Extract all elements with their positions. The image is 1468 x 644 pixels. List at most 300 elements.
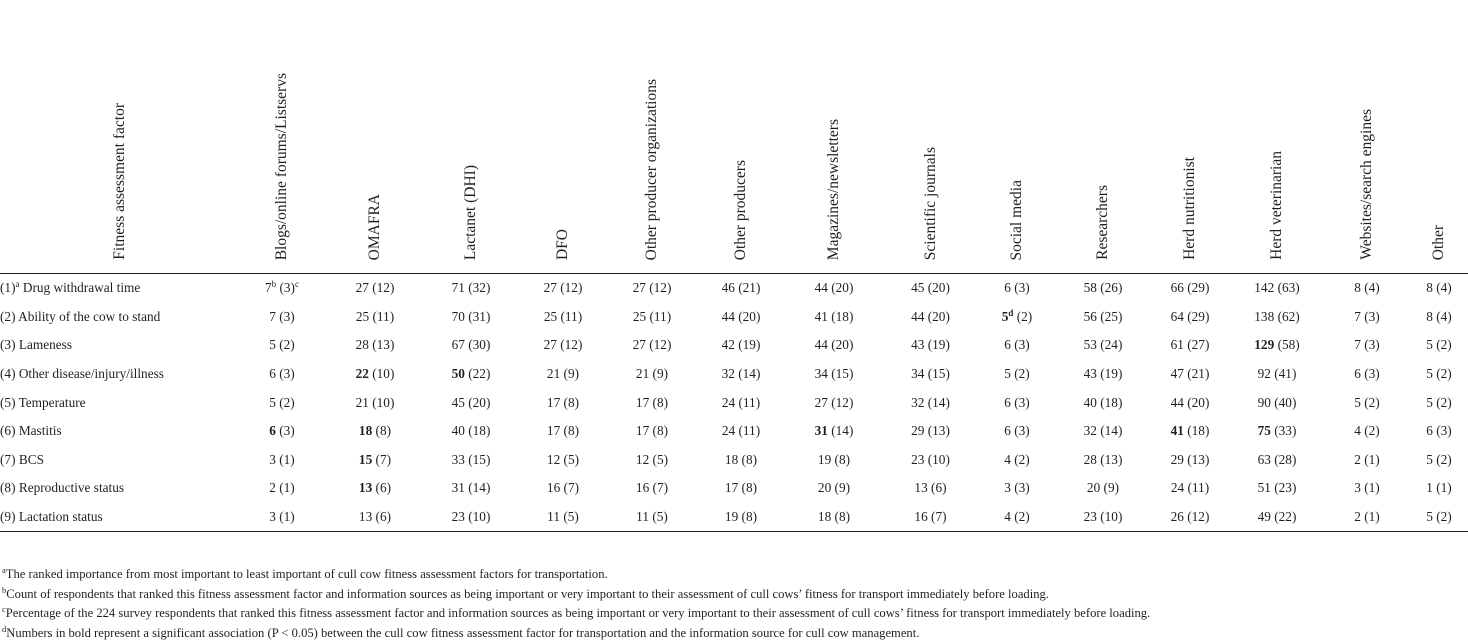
header-row [0, 0, 1468, 274]
cell-percent: (8) [563, 423, 580, 439]
cell-count: 2 [1354, 509, 1361, 525]
cell-count: 5 [1354, 394, 1361, 410]
cell-count: 49 [1257, 509, 1271, 525]
cell-count: 16 [914, 509, 928, 525]
cell-count: 26 [1170, 509, 1184, 525]
cell-count: 8 [1426, 308, 1433, 324]
cell-percent: (12) [831, 394, 854, 410]
cell-percent: (8) [741, 451, 758, 467]
footnote-text: Percentage of the 224 survey respondents that ranked this fitness assessment factor and information sources as being important or very important to their assessment of cull cows’ fitness for transport immediately before loading. [5, 606, 1151, 621]
cell-count: 142 [1254, 280, 1275, 296]
table-cell [697, 388, 785, 417]
factor-label: (7) BCS [0, 451, 44, 467]
cell-percent: (2) [1436, 366, 1452, 382]
column-header-cell [978, 0, 1056, 274]
cell-percent: (15) [831, 366, 854, 382]
cell-percent: (22) [1274, 509, 1297, 525]
footnote-text: Count of respondents that ranked this fitness assessment factor and information sources as being important or very important to their assessment of cull cows’ fitness for transport immediately before loading. [6, 586, 1049, 601]
cell-percent: (11) [560, 308, 583, 324]
table-cell [423, 474, 519, 503]
cell-count: 7 [1354, 308, 1361, 324]
table-row [0, 474, 1468, 503]
cell-count: 4 [1004, 509, 1011, 525]
table-cell [327, 503, 423, 532]
table-cell [237, 388, 327, 417]
cell-count: 27 [814, 394, 828, 410]
factor-label: $(1)^a$ Drug withdrawal time [0, 279, 141, 296]
table-cell [1410, 474, 1468, 503]
cell-count: 63 [1257, 451, 1271, 467]
cell-percent: (19) [738, 337, 761, 353]
table-row [0, 388, 1468, 417]
cell-count: 18 [358, 423, 373, 439]
table-cell [785, 474, 883, 503]
cell-count: 15 [358, 451, 373, 467]
cell-percent: (12) [1187, 509, 1210, 525]
table-cell [785, 360, 883, 389]
table-cell [607, 388, 697, 417]
cell-count: 28 [355, 337, 369, 353]
cell-count: 5 [1426, 509, 1433, 525]
cell-percent: (3) [1014, 423, 1030, 439]
cell-count: 67 [451, 337, 465, 353]
table-cell [1324, 417, 1410, 446]
cell-count: 19 [724, 509, 739, 525]
cell-percent: (11) [649, 308, 672, 324]
cell-percent: (3) [1014, 280, 1030, 296]
cell-count: 2 [1354, 451, 1361, 467]
cell-count: 12 [546, 451, 561, 467]
column-header: Other [1430, 224, 1447, 260]
cell-count: 12 [635, 451, 650, 467]
cell-count: 27 [543, 337, 557, 353]
table-cell [519, 417, 607, 446]
cell-count: 24 [1170, 480, 1185, 496]
table-cell [978, 417, 1056, 446]
cell-percent: (2) [1436, 337, 1452, 353]
cell-percent: (3) [279, 423, 295, 439]
cell-percent: (31) [468, 308, 491, 324]
table-cell [978, 388, 1056, 417]
table-cell [327, 274, 423, 303]
cell-percent: (29) [1187, 308, 1210, 324]
table-cell [607, 474, 697, 503]
cell-percent: (2) [1364, 423, 1380, 439]
column-header-cell [607, 0, 697, 274]
column-header: Researchers [1094, 185, 1111, 260]
factor-label: (5) Temperature [0, 394, 86, 410]
table-row [0, 303, 1468, 332]
cell-percent: (6) [931, 480, 947, 496]
table-cell [1056, 331, 1150, 360]
cell-percent: (13) [927, 423, 950, 439]
footnote [0, 565, 1468, 585]
cell-count: 61 [1170, 337, 1184, 353]
cell-count: 24 [721, 423, 736, 439]
cell-percent: (1) [1364, 451, 1380, 467]
table-cell [978, 503, 1056, 532]
cell-count: 27 [355, 280, 369, 296]
table-cell [1230, 474, 1324, 503]
cell-percent: (25) [1100, 308, 1123, 324]
cell-count: 44 [1170, 394, 1184, 410]
cell-count: 31 [814, 423, 828, 439]
cell-count: 25 [543, 308, 558, 324]
table-cell [423, 360, 519, 389]
cell-count: 16 [546, 480, 561, 496]
cell-percent: (29) [1187, 280, 1210, 296]
cell-percent: (4) [1436, 280, 1452, 296]
table-cell [978, 360, 1056, 389]
cell-count: 17 [635, 394, 650, 410]
cell-count: 7$^b$ [265, 279, 277, 296]
cell-count: 3 [1004, 480, 1011, 496]
cell-percent: (12) [560, 280, 583, 296]
cell-count: 17 [635, 423, 650, 439]
cell-percent: (18) [1187, 423, 1210, 439]
cell-count: 6 [269, 366, 276, 382]
table-cell [978, 474, 1056, 503]
column-header-cell [423, 0, 519, 274]
table-cell [1056, 274, 1150, 303]
cell-count: 23 [1083, 509, 1097, 525]
table-cell [978, 446, 1056, 475]
table-cell [423, 303, 519, 332]
table-cell [327, 417, 423, 446]
table-cell [785, 503, 883, 532]
cell-count: 20 [817, 480, 832, 496]
cell-count: 70 [451, 308, 465, 324]
cell-percent: (20) [1187, 394, 1210, 410]
cell-percent: (1) [279, 509, 295, 525]
cell-percent: (20) [831, 280, 854, 296]
column-header: Social media [1008, 179, 1025, 260]
table-cell [237, 360, 327, 389]
cell-count: 11 [547, 509, 560, 525]
cell-count: 5 [1004, 366, 1011, 382]
table-cell [697, 360, 785, 389]
cell-percent: (10) [468, 509, 491, 525]
cell-count: 4 [1004, 451, 1011, 467]
table-row [0, 360, 1468, 389]
cell-percent: (9) [563, 366, 580, 382]
column-header-cell [1150, 0, 1230, 274]
cell-percent: (4) [1364, 280, 1380, 296]
table-cell [1150, 360, 1230, 389]
cell-count: 90 [1257, 394, 1271, 410]
table-cell [785, 303, 883, 332]
cell-count: 28 [1083, 451, 1097, 467]
table-cell [697, 503, 785, 532]
cell-count: 43 [1083, 366, 1097, 382]
table-cell [237, 474, 327, 503]
table-cell [607, 417, 697, 446]
column-header: OMAFRA [366, 193, 383, 260]
cell-percent: (20) [738, 308, 761, 324]
table-cell [785, 331, 883, 360]
cell-count: 27 [632, 337, 646, 353]
table-cell [697, 274, 785, 303]
cell-percent: (3) [1014, 337, 1030, 353]
cell-percent: (4) [1436, 308, 1452, 324]
table-cell [1150, 417, 1230, 446]
table-cell [1324, 303, 1410, 332]
cell-percent: (7) [375, 451, 392, 467]
cell-percent: (19) [927, 337, 950, 353]
cell-count: 6 [1354, 366, 1361, 382]
cell-percent: (20) [831, 337, 854, 353]
cell-percent: (13) [1100, 451, 1123, 467]
cell-count: 75 [1257, 423, 1271, 439]
table-cell [697, 303, 785, 332]
cell-percent: (14) [831, 423, 854, 439]
cell-percent: (2) [279, 337, 295, 353]
footnotes [0, 565, 1468, 644]
cell-percent: (5) [652, 451, 669, 467]
table-cell [1056, 388, 1150, 417]
table-cell [607, 446, 697, 475]
cell-count: 29 [1170, 451, 1184, 467]
table-cell [1230, 417, 1324, 446]
cell-percent: (63) [1277, 280, 1300, 296]
column-header-cell [785, 0, 883, 274]
table-cell [327, 388, 423, 417]
column-header-cell [1056, 0, 1150, 274]
cell-percent: (8) [375, 423, 392, 439]
cell-percent: (9) [834, 480, 851, 496]
cell-percent: (10) [927, 451, 950, 467]
cell-percent: (12) [649, 337, 672, 353]
cell-percent: (20) [927, 280, 950, 296]
table-cell [697, 446, 785, 475]
table-cell [607, 274, 697, 303]
cell-count: 25 [355, 308, 370, 324]
cell-count: 25 [632, 308, 647, 324]
cell-count: 34 [814, 366, 828, 382]
footnote [0, 585, 1468, 605]
cell-count: 16 [635, 480, 650, 496]
cell-percent: (8) [834, 451, 851, 467]
cell-count: 6 [1004, 337, 1011, 353]
table-cell [423, 417, 519, 446]
cell-count: 5 [1426, 451, 1433, 467]
cell-count: 41 [814, 308, 828, 324]
cell-percent: (20) [468, 394, 491, 410]
table-row [0, 274, 1468, 303]
cell-percent: (18) [831, 308, 854, 324]
cell-percent: (15) [927, 366, 950, 382]
cell-count: 21 [546, 366, 561, 382]
cell-percent: (2) [1436, 394, 1452, 410]
column-header-cell [327, 0, 423, 274]
cell-percent: (2) [279, 394, 295, 410]
factor-label: (3) Lameness [0, 337, 72, 353]
cell-count: 7 [1354, 337, 1361, 353]
cell-percent: (5) [652, 509, 668, 525]
cell-percent: (13) [1187, 451, 1210, 467]
cell-count: 17 [546, 423, 561, 439]
table-cell [697, 331, 785, 360]
table-cell [237, 274, 327, 303]
cell-count: 7 [269, 308, 276, 324]
cell-count: 3 [269, 451, 276, 467]
cell-percent: (14) [927, 394, 950, 410]
cell-percent: (3) [279, 308, 295, 324]
table-row [0, 331, 1468, 360]
table-cell [1410, 303, 1468, 332]
cell-count: 66 [1170, 280, 1184, 296]
cell-percent: (3) [1364, 337, 1380, 353]
footnote [0, 624, 1468, 644]
cell-percent: (8) [741, 509, 758, 525]
table-cell [1056, 417, 1150, 446]
cell-count: 6 [269, 423, 276, 439]
cell-count: 47 [1170, 366, 1184, 382]
table-cell [1150, 388, 1230, 417]
column-header: Herd veterinarian [1268, 151, 1285, 260]
table-cell [1324, 360, 1410, 389]
table-cell [1230, 360, 1324, 389]
cell-percent: (8) [834, 509, 851, 525]
cell-count: 23 [911, 451, 925, 467]
cell-count: 92 [1257, 366, 1271, 382]
table-cell [1410, 388, 1468, 417]
table-cell [1410, 503, 1468, 532]
cell-percent: (3) [1364, 308, 1380, 324]
table-cell [519, 446, 607, 475]
table-cell [1056, 446, 1150, 475]
table-cell [1324, 446, 1410, 475]
table-cell [607, 331, 697, 360]
cell-count: 18 [724, 451, 739, 467]
table-cell [423, 331, 519, 360]
cell-percent: (18) [1100, 394, 1123, 410]
cell-percent: (12) [560, 337, 583, 353]
footnote-mark: c [2, 604, 6, 615]
cell-count: 13 [358, 480, 373, 496]
cell-count: 71 [451, 280, 465, 296]
table-cell [327, 331, 423, 360]
table-cell [978, 303, 1056, 332]
cell-percent: (22) [468, 366, 491, 382]
cell-count: 40 [451, 423, 465, 439]
cell-count: 19 [817, 451, 832, 467]
table-cell [519, 503, 607, 532]
cell-percent: (14) [1100, 423, 1123, 439]
table-cell [327, 303, 423, 332]
cell-count: 17 [724, 480, 739, 496]
table-cell [1056, 303, 1150, 332]
cell-percent: (11) [372, 308, 395, 324]
cell-percent: (27) [1187, 337, 1210, 353]
table-cell [883, 417, 978, 446]
factor-label: (6) Mastitis [0, 423, 62, 439]
column-header: DFO [554, 228, 571, 260]
cell-percent: $(3)^c$ [279, 279, 299, 296]
cell-count: 18 [817, 509, 832, 525]
cell-count: 5 [1426, 337, 1433, 353]
cell-count: 50 [451, 366, 465, 382]
cell-percent: (1) [1364, 509, 1380, 525]
cell-count: 6 [1004, 423, 1011, 439]
table-cell [237, 503, 327, 532]
footnote-mark: c [295, 279, 299, 290]
table-cell [1410, 331, 1468, 360]
cell-percent: (5) [563, 509, 579, 525]
table-cell [519, 388, 607, 417]
table-cell [519, 474, 607, 503]
cell-percent: (62) [1277, 308, 1300, 324]
cell-count: 58 [1083, 280, 1097, 296]
table-row [0, 446, 1468, 475]
cell-count: 43 [911, 337, 925, 353]
table-cell [1324, 388, 1410, 417]
cell-percent: (15) [468, 451, 491, 467]
table-cell [1230, 503, 1324, 532]
column-header-cell [1324, 0, 1410, 274]
cell-count: 44 [911, 308, 925, 324]
table-cell [519, 331, 607, 360]
table-cell [607, 360, 697, 389]
table-cell [1230, 303, 1324, 332]
table-cell [237, 446, 327, 475]
cell-count: 22 [355, 366, 369, 382]
column-header: Herd nutritionist [1181, 157, 1198, 260]
table-cell [1410, 446, 1468, 475]
cell-percent: (20) [927, 308, 950, 324]
cell-percent: (1) [1436, 480, 1452, 496]
cell-percent: (11) [1187, 480, 1210, 496]
cell-percent: (9) [652, 366, 669, 382]
column-header: Websites/search engines [1358, 109, 1375, 260]
table-cell [1150, 474, 1230, 503]
cell-count: 11 [636, 509, 649, 525]
table-cell [785, 417, 883, 446]
footnote-mark: b [2, 584, 7, 595]
cell-percent: (13) [372, 337, 395, 353]
table-cell [883, 446, 978, 475]
column-header-cell [883, 0, 978, 274]
cell-percent: (9) [1103, 480, 1120, 496]
cell-count: 45 [911, 280, 925, 296]
cell-count: 138 [1254, 308, 1275, 324]
cell-count: 129 [1254, 337, 1275, 353]
cell-count: 8 [1426, 280, 1433, 296]
cell-percent: (8) [563, 394, 580, 410]
cell-percent: (32) [468, 280, 491, 296]
cell-count: 3 [269, 509, 276, 525]
table-cell [1324, 474, 1410, 503]
cell-count: 6 [1004, 280, 1011, 296]
cell-count: 4 [1354, 423, 1361, 439]
cell-count: 46 [721, 280, 735, 296]
cell-count: 64 [1170, 308, 1184, 324]
column-header: Magazines/newsletters [825, 118, 842, 260]
table-cell [697, 417, 785, 446]
cell-count: 33 [451, 451, 465, 467]
footnote-mark: a [15, 279, 20, 290]
cell-count: 13 [914, 480, 928, 496]
cell-count: 6 [1426, 423, 1433, 439]
footnote-mark: b [271, 279, 277, 290]
table-cell [1410, 417, 1468, 446]
cell-percent: (6) [375, 509, 392, 525]
cell-count: 1 [1426, 480, 1433, 496]
table-cell [883, 303, 978, 332]
table-cell [785, 446, 883, 475]
cell-count: 44 [814, 337, 828, 353]
factor-label: (8) Reproductive status [0, 480, 125, 496]
